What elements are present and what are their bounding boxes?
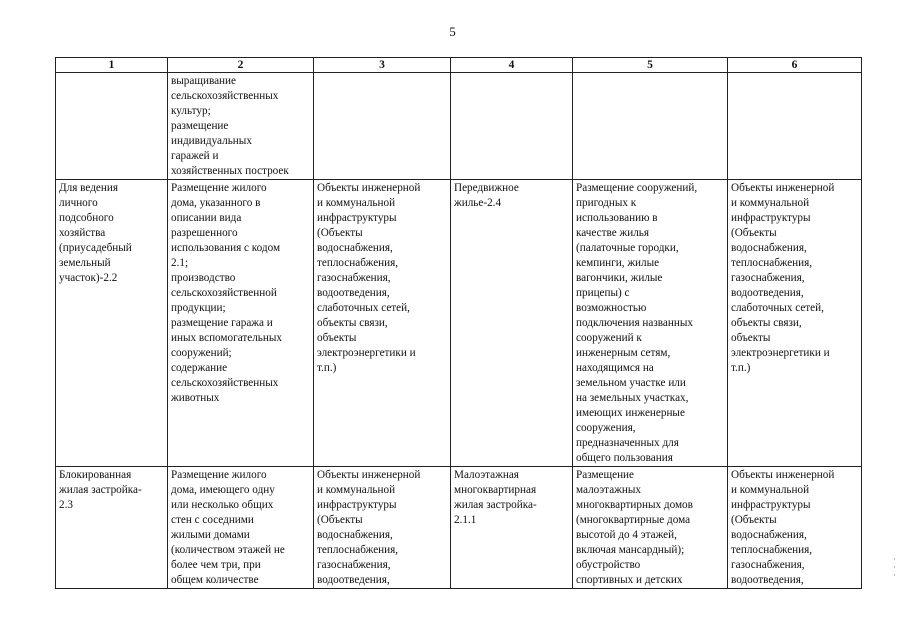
column-header-5: 5 bbox=[573, 58, 728, 73]
table-cell bbox=[314, 73, 451, 180]
table-cell: выращивание сельскохозяйственных культур; размещение индивидуальных гаражей и хозяйственных построек bbox=[168, 73, 314, 180]
table-row bbox=[56, 180, 862, 467]
table-row bbox=[56, 73, 862, 180]
table-cell: Объекты инженерной и коммунальной инфраструктуры (Объекты водоснабжения, теплоснабжения, газоснабжения, водоотведения, bbox=[314, 467, 451, 589]
column-header-6: 6 bbox=[728, 58, 862, 73]
table-cell bbox=[451, 73, 573, 180]
table-cell: Размещение жилого дома, указанного в описании вида разрешенного использования с кодом 2.1; производство сельскохозяйственной продукции; размещение гаража и иных вспомогательных сооружений; содержание сельскохозяйственных животных bbox=[168, 180, 314, 467]
table-cell: Объекты инженерной и коммунальной инфраструктуры (Объекты водоснабжения, теплоснабжения, газоснабжения, водоотведения, bbox=[728, 467, 862, 589]
table-cell: Размещение малоэтажных многоквартирных домов (многоквартирные дома высотой до 4 этажей, включая мансардный); обустройство спортивных и детских bbox=[573, 467, 728, 589]
table-cell: Передвижное жилье-2.4 bbox=[451, 180, 573, 467]
header-row bbox=[56, 58, 862, 73]
table-cell: Размещение сооружений, пригодных к использованию в качестве жилья (палаточные городки, кемпинги, жилые вагончики, жилые прицепы) с возможностью подключения названных сооружений к инженерным сетям, находящимся на земельном участке или на земельных участках, имеющих инженерные сооружения, предназначенных для общего пользования bbox=[573, 180, 728, 467]
table-cell bbox=[728, 73, 862, 180]
table-cell bbox=[573, 73, 728, 180]
column-header-3: 3 bbox=[314, 58, 451, 73]
table-row bbox=[56, 467, 862, 589]
table-cell: Объекты инженерной и коммунальной инфраструктуры (Объекты водоснабжения, теплоснабжения, газоснабжения, водоотведения, слаботочных сетей, объекты связи, объекты электроэнергетики и т.п.) bbox=[314, 180, 451, 467]
table-cell: Малоэтажная многоквартирная жилая застройка- 2.1.1 bbox=[451, 467, 573, 589]
page-number: 5 bbox=[449, 24, 456, 39]
column-header-4: 4 bbox=[451, 58, 573, 73]
land-use-table bbox=[55, 57, 862, 589]
table-cell bbox=[56, 73, 168, 180]
column-header-2: 2 bbox=[168, 58, 314, 73]
column-header-1: 1 bbox=[56, 58, 168, 73]
scan-edge-mark: · · · bbox=[893, 554, 896, 580]
table-cell: Размещение жилого дома, имеющего одну или несколько общих стен с соседними жилыми домами (количеством этажей не более чем три, при общем количестве bbox=[168, 467, 314, 589]
table-cell: Для ведения личного подсобного хозяйства (приусадебный земельный участок)-2.2 bbox=[56, 180, 168, 467]
table-cell: Блокированная жилая застройка- 2.3 bbox=[56, 467, 168, 589]
table-cell: Объекты инженерной и коммунальной инфраструктуры (Объекты водоснабжения, теплоснабжения, газоснабжения, водоотведения, слаботочных сетей, объекты связи, объекты электроэнергетики и т.п.) bbox=[728, 180, 862, 467]
